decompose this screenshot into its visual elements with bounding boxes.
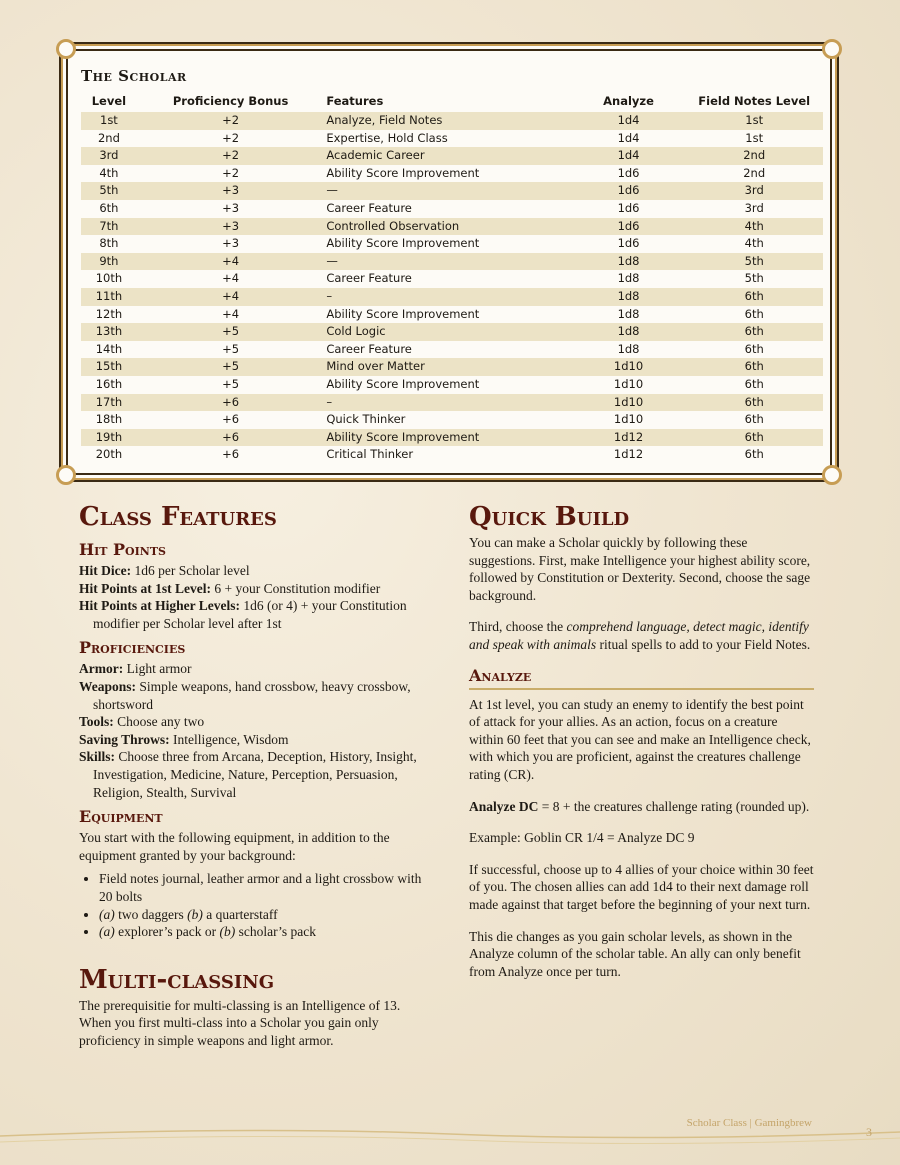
- cell-proficiency: +4: [222, 271, 240, 286]
- cell-analyze: 1d10: [613, 412, 644, 427]
- cell-analyze: 1d6: [617, 183, 640, 198]
- equipment-heading: Equipment: [79, 807, 163, 827]
- cell-features: Ability Score Improvement: [326, 165, 480, 180]
- option-a: (a): [99, 924, 115, 940]
- cell-analyze: 1d6: [617, 165, 640, 180]
- cell-level: 11th: [95, 288, 123, 303]
- cell-analyze: 1d4: [617, 148, 640, 163]
- cell-features: Career Feature: [326, 200, 412, 215]
- cell-field-notes: 5th: [744, 271, 764, 286]
- hp-higher-value: 1d6 (or 4) + your Constitution modifier per Scholar level after 1st: [93, 598, 407, 631]
- saving-throws-line: [79, 731, 424, 749]
- cell-features: Ability Score Improvement: [326, 236, 480, 251]
- cell-analyze: 1d12: [613, 447, 644, 462]
- cell-features: Ability Score Improvement: [326, 429, 480, 444]
- cell-features: Controlled Observation: [326, 218, 460, 233]
- cell-proficiency: +3: [222, 218, 240, 233]
- option-a: (a): [99, 906, 115, 922]
- option-a-text: explorer’s pack or: [114, 924, 220, 940]
- left-column: [79, 500, 424, 1049]
- cell-level: 20th: [95, 447, 123, 462]
- proficiencies-heading: Proficiencies: [79, 638, 186, 658]
- cell-analyze: 1d10: [613, 394, 644, 409]
- cell-field-notes: 6th: [744, 429, 764, 444]
- cell-proficiency: +3: [222, 183, 240, 198]
- cell-field-notes: 6th: [744, 359, 764, 374]
- cell-level: 8th: [99, 236, 119, 251]
- cell-field-notes: 4th: [744, 236, 764, 251]
- scholar-table-frame: [66, 49, 832, 475]
- cell-proficiency: +6: [222, 429, 240, 444]
- weapons-value: Simple weapons, hand crossbow, heavy crossbow, shortsword: [93, 678, 411, 712]
- cell-level: 18th: [95, 412, 123, 427]
- equipment-list: [79, 870, 424, 940]
- cell-analyze: 1d8: [617, 306, 640, 321]
- cell-features: Analyze, Field Notes: [326, 113, 443, 127]
- analyze-dc-line: [469, 798, 814, 816]
- equipment-item: [99, 906, 424, 924]
- cell-proficiency: +2: [222, 148, 240, 163]
- armor-label: Armor:: [79, 661, 124, 677]
- analyze-p3: If successful, choose up to 4 allies of your choice within 30 feet of you. The chosen allies can add 1d4 to their next damage roll made against that target before the beginning of your next turn.: [469, 861, 814, 912]
- cell-features: Cold Logic: [326, 324, 386, 339]
- cell-analyze: 1d6: [617, 200, 640, 215]
- cell-proficiency: +4: [222, 306, 240, 321]
- hit-dice-label: Hit Dice:: [79, 563, 132, 578]
- cell-field-notes: 6th: [744, 394, 764, 409]
- analyze-example: Example: Goblin CR 1/4 = Analyze DC 9: [469, 830, 695, 846]
- header-field-notes: Field Notes Level: [698, 94, 811, 108]
- table-row: [81, 288, 823, 306]
- weapons-label: Weapons:: [79, 678, 137, 694]
- skills-value: Choose three from Arcana, Deception, History, Insight, Investigation, Medicine, Nature, Perception, Persuasion, Religion, Stealth, Survival: [93, 749, 417, 800]
- page-number: 3: [866, 1125, 872, 1139]
- cell-proficiency: +2: [222, 113, 240, 127]
- cell-field-notes: 6th: [744, 376, 764, 391]
- analyze-heading: Analyze: [469, 666, 814, 690]
- equipment-intro: You start with the following equipment, in addition to the equipment granted by your background:: [79, 830, 390, 863]
- table-title: The Scholar: [81, 67, 187, 85]
- cell-features: –: [326, 288, 333, 303]
- option-a-text: two daggers: [114, 906, 188, 922]
- cell-features: Mind over Matter: [326, 359, 425, 374]
- cell-features: Ability Score Improvement: [326, 306, 480, 321]
- table-row: [81, 147, 823, 165]
- cell-analyze: 1d10: [613, 359, 644, 374]
- table-header-row: [81, 92, 823, 112]
- equipment-item: • Field notes journal, leather armor and a light crossbow with 20 bolts: [99, 870, 424, 905]
- option-b-text: a quarterstaff: [202, 906, 278, 922]
- cell-proficiency: +5: [222, 376, 240, 391]
- analyze-p1: At 1st level, you can study an enemy to identify the best point of attack for your allies. As an action, focus on a creature within 60 feet that you can see and make an Intelligence check, with which you are proficient, against the creatures challenge rating (CR).: [469, 696, 811, 782]
- table-row: [81, 112, 823, 130]
- cell-features: Expertise, Hold Class: [326, 130, 448, 145]
- header-features: Features: [326, 94, 384, 108]
- cell-analyze: 1d6: [617, 236, 640, 251]
- tools-label: Tools:: [79, 714, 114, 730]
- cell-proficiency: +3: [222, 236, 240, 251]
- header-analyze: Analyze: [603, 94, 654, 108]
- cell-proficiency: +4: [222, 288, 240, 303]
- header-proficiency: Proficiency Bonus: [172, 94, 289, 108]
- footer-text: Scholar Class | Gamingbrew: [686, 1117, 812, 1129]
- cell-level: 10th: [95, 271, 123, 286]
- table-row: [81, 341, 823, 359]
- cell-features: Career Feature: [326, 271, 412, 286]
- saves-label: Saving Throws:: [79, 731, 170, 747]
- p2-pre: Third, choose the: [469, 619, 567, 635]
- skills-line: [79, 748, 424, 801]
- equipment-item: [99, 923, 424, 941]
- table-row: [81, 446, 823, 464]
- hit-points-heading: Hit Points: [79, 540, 166, 559]
- table-row: [81, 130, 823, 148]
- saves-value: Intelligence, Wisdom: [173, 731, 289, 747]
- cell-level: 2nd: [97, 130, 120, 145]
- cell-features: —: [326, 253, 338, 268]
- cell-analyze: 1d4: [617, 130, 640, 145]
- cell-proficiency: +5: [222, 324, 240, 339]
- cell-level: 9th: [99, 253, 119, 268]
- cell-level: 13th: [95, 324, 123, 339]
- cell-level: 1st: [100, 113, 118, 127]
- cell-proficiency: +2: [222, 165, 240, 180]
- table-row: [81, 165, 823, 183]
- cell-field-notes: 4th: [744, 218, 764, 233]
- table-row: [81, 323, 823, 341]
- cell-features: Ability Score Improvement: [326, 376, 480, 391]
- cell-field-notes: 3rd: [744, 183, 764, 198]
- header-level: Level: [91, 94, 127, 108]
- cell-level: 15th: [95, 359, 123, 374]
- cell-field-notes: 2nd: [743, 148, 766, 163]
- hp-first-level-label: Hit Points at 1st Level:: [79, 580, 211, 596]
- cell-level: 6th: [99, 200, 119, 215]
- p2-post: ritual spells to add to your Field Notes.: [596, 636, 811, 652]
- cell-level: 3rd: [99, 148, 119, 163]
- spell-list: comprehend language, detect magic, identify and speak with animals: [469, 619, 809, 652]
- cell-field-notes: 6th: [744, 324, 764, 339]
- cell-field-notes: 2nd: [743, 165, 766, 180]
- cell-proficiency: +6: [222, 447, 240, 462]
- cell-features: Critical Thinker: [326, 447, 414, 462]
- tools-line: [79, 713, 424, 731]
- analyze-p4: This die changes as you gain scholar levels, as shown in the Analyze column of the scholar table. An ally can only benefit from Analyze once per turn.: [469, 928, 801, 979]
- cell-field-notes: 1st: [745, 130, 764, 145]
- hp-higher-levels-line: [79, 597, 424, 632]
- cell-analyze: 1d8: [617, 288, 640, 303]
- cell-analyze: 1d8: [617, 271, 640, 286]
- table-row: [81, 200, 823, 218]
- cell-proficiency: +6: [222, 412, 240, 427]
- cell-field-notes: 5th: [744, 253, 764, 268]
- table-row: [81, 376, 823, 394]
- cell-field-notes: 6th: [744, 306, 764, 321]
- multiclassing-heading: Multi-classing: [79, 964, 275, 995]
- cell-level: 17th: [95, 394, 123, 409]
- analyze-dc-label: Analyze DC: [469, 798, 539, 814]
- cell-features: Career Feature: [326, 341, 412, 356]
- quick-build-heading: Quick Build: [469, 502, 630, 532]
- cell-analyze: 1d12: [613, 429, 644, 444]
- hp-first-level-line: [79, 580, 424, 598]
- table-row: [81, 411, 823, 429]
- cell-level: 7th: [99, 218, 119, 233]
- cell-analyze: 1d8: [617, 341, 640, 356]
- quick-build-p1: You can make a Scholar quickly by following these suggestions. First, make Intelligence your highest ability score, followed by Constitution or Dexterity. Second, choose the sage background.: [469, 535, 811, 603]
- armor-line: [79, 660, 424, 678]
- table-body: [81, 112, 823, 464]
- multiclassing-text: The prerequisitie for multi-classing is an Intelligence of 13. When you first multi-class into a Scholar you gain only proficiency in simple weapons and light armor.: [79, 997, 401, 1048]
- cell-features: Quick Thinker: [326, 412, 406, 427]
- cell-analyze: 1d6: [617, 218, 640, 233]
- table-row: [81, 358, 823, 376]
- cell-level: 4th: [99, 165, 119, 180]
- cell-features: Academic Career: [326, 148, 425, 163]
- table-row: [81, 394, 823, 412]
- option-b-text: scholar’s pack: [235, 924, 316, 940]
- cell-proficiency: +6: [222, 394, 240, 409]
- cell-field-notes: 6th: [744, 341, 764, 356]
- cell-field-notes: 6th: [744, 447, 764, 462]
- hit-dice-line: [79, 562, 424, 580]
- weapons-line: [79, 678, 424, 713]
- cell-field-notes: 3rd: [744, 200, 764, 215]
- cell-proficiency: +2: [222, 130, 240, 145]
- cell-features: –: [326, 394, 333, 409]
- table-row: [81, 253, 823, 271]
- scholar-table: [81, 92, 823, 464]
- frame-corner-ornament: [56, 39, 76, 59]
- analyze-dc-text: = 8 + the creatures challenge rating (rounded up).: [538, 798, 810, 814]
- option-b: (b): [187, 906, 203, 922]
- frame-corner-ornament: [822, 39, 842, 59]
- option-b: (b): [219, 924, 236, 940]
- cell-level: 12th: [95, 306, 123, 321]
- table-row: [81, 429, 823, 447]
- cell-features: —: [326, 183, 338, 198]
- quick-build-p2: [469, 618, 814, 653]
- cell-level: 14th: [95, 341, 123, 356]
- cell-level: 16th: [95, 376, 123, 391]
- armor-value: Light armor: [126, 661, 192, 677]
- cell-analyze: 1d10: [613, 376, 644, 391]
- cell-analyze: 1d4: [617, 113, 640, 127]
- cell-proficiency: +5: [222, 341, 240, 356]
- table-row: [81, 218, 823, 236]
- cell-level: 19th: [95, 429, 123, 444]
- skills-label: Skills:: [79, 749, 116, 765]
- frame-corner-ornament: [56, 465, 76, 485]
- cell-proficiency: +3: [222, 200, 240, 215]
- cell-analyze: 1d8: [617, 253, 640, 268]
- tools-value: Choose any two: [117, 714, 205, 730]
- cell-analyze: 1d8: [617, 324, 640, 339]
- hp-higher-label: Hit Points at Higher Levels:: [79, 598, 240, 614]
- cell-field-notes: 1st: [745, 113, 764, 127]
- cell-field-notes: 6th: [744, 288, 764, 303]
- cell-level: 5th: [99, 183, 119, 198]
- right-column: [469, 500, 814, 980]
- cell-field-notes: 6th: [744, 412, 764, 427]
- cell-proficiency: +5: [222, 359, 240, 374]
- table-row: [81, 270, 823, 288]
- hp-first-level-value: 6 + your Constitution modifier: [214, 580, 381, 596]
- table-row: [81, 306, 823, 324]
- hit-dice-value: 1d6 per Scholar level: [134, 563, 250, 578]
- cell-proficiency: +4: [222, 253, 240, 268]
- class-features-heading: Class Features: [79, 502, 277, 532]
- table-row: [81, 235, 823, 253]
- table-row: [81, 182, 823, 200]
- frame-corner-ornament: [822, 465, 842, 485]
